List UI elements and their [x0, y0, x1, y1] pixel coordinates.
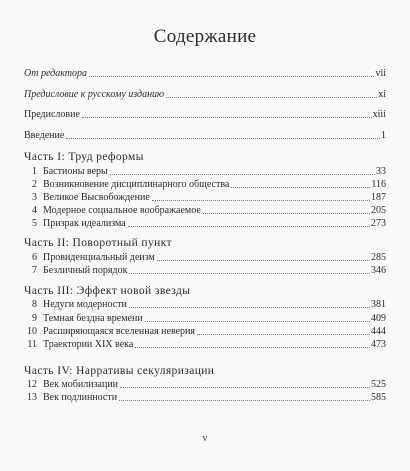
toc-entry-editor	[24, 66, 386, 80]
chapter-page: 473	[371, 339, 386, 350]
toc-entry-introduction	[24, 128, 386, 142]
chapter-title: Безличный порядок	[43, 265, 128, 276]
chapter-title: Великое Высвобождение	[43, 192, 150, 203]
toc-entry-label: Введение	[24, 130, 65, 141]
chapter-row	[24, 203, 386, 217]
toc-entry-label: От редактора	[24, 68, 87, 79]
leader-dots	[197, 334, 370, 335]
chapter-page: 444	[371, 326, 386, 337]
leader-dots	[89, 76, 374, 77]
chapter-page: 346	[371, 265, 386, 276]
chapter-title: Провиденциальный деизм	[43, 252, 155, 263]
toc-entry-page: xiii	[372, 109, 386, 120]
chapter-title: Модерное социальное воображаемое	[43, 205, 201, 216]
leader-dots	[135, 347, 370, 348]
chapter-number: 2	[32, 179, 37, 190]
leader-dots	[128, 226, 370, 227]
chapter-page: 409	[371, 313, 386, 324]
chapter-number: 11	[27, 339, 37, 350]
chapter-title: Призрак идеализма	[43, 218, 126, 229]
chapter-row	[24, 164, 386, 178]
chapter-number: 1	[32, 166, 37, 177]
part-heading-4: Часть IV: Нарративы секуляризации	[24, 365, 215, 377]
chapter-row	[24, 297, 386, 311]
chapter-page: 187	[371, 192, 386, 203]
chapter-number: 8	[32, 299, 37, 310]
chapter-number: 3	[32, 192, 37, 203]
chapter-row	[24, 250, 386, 264]
chapter-page: 33	[376, 166, 386, 177]
chapter-title: Недуги модерности	[43, 299, 127, 310]
part-heading-1: Часть I: Труд реформы	[24, 151, 144, 163]
chapter-title: Век подлинности	[43, 392, 118, 403]
part-heading-3: Часть III: Эффект новой звезды	[24, 285, 191, 297]
chapter-title: Возникновение дисциплинарного общества	[43, 179, 230, 190]
leader-dots	[129, 273, 370, 274]
chapter-row	[24, 337, 386, 351]
chapter-page: 381	[371, 299, 386, 310]
chapter-title: Бастионы веры	[43, 166, 108, 177]
chapter-title: Темная бездна времени	[43, 313, 143, 324]
leader-dots	[129, 307, 370, 308]
leader-dots	[145, 321, 370, 322]
chapter-number: 10	[27, 326, 37, 337]
chapter-number: 9	[32, 313, 37, 324]
chapter-number: 12	[27, 379, 37, 390]
chapter-row	[24, 324, 386, 338]
leader-dots	[152, 200, 370, 201]
part-heading-2: Часть II: Поворотный пункт	[24, 237, 172, 249]
leader-dots	[82, 117, 372, 118]
chapter-number: 13	[27, 392, 37, 403]
toc-entry-label: Предисловие	[24, 109, 80, 120]
toc-entry-preface	[24, 107, 386, 121]
chapter-page: 116	[371, 179, 386, 190]
chapter-page: 273	[371, 218, 386, 229]
chapter-title: Расширяющаяся вселенная неверия	[43, 326, 196, 337]
chapter-title: Век мобилизации	[43, 379, 119, 390]
chapter-number: 4	[32, 205, 37, 216]
toc-entry-page: 1	[381, 130, 386, 141]
chapter-row	[24, 216, 386, 230]
leader-dots	[166, 97, 377, 98]
chapter-row	[24, 377, 386, 391]
chapter-row	[24, 390, 386, 404]
chapter-row	[24, 263, 386, 277]
page-number-footer: v	[202, 433, 208, 444]
toc-entry-label: Предисловие к русскому изданию	[24, 89, 165, 100]
chapter-page: 525	[371, 379, 386, 390]
chapter-number: 7	[32, 265, 37, 276]
chapter-row	[24, 190, 386, 204]
chapter-row	[24, 311, 386, 325]
leader-dots	[157, 260, 370, 261]
chapter-number: 6	[32, 252, 37, 263]
leader-dots	[203, 213, 370, 214]
leader-dots	[231, 187, 370, 188]
page-title: Содержание	[153, 26, 257, 47]
toc-entry-page: xi	[378, 89, 386, 100]
leader-dots	[120, 387, 370, 388]
chapter-page: 205	[371, 205, 386, 216]
chapter-page: 285	[371, 252, 386, 263]
leader-dots	[119, 400, 370, 401]
chapter-row	[24, 177, 386, 191]
toc-entry-page: vii	[375, 68, 386, 79]
toc-entry-russian-preface	[24, 87, 386, 101]
chapter-page: 585	[371, 392, 386, 403]
chapter-number: 5	[32, 218, 37, 229]
leader-dots	[66, 138, 380, 139]
chapter-title: Траектории XIX века	[43, 339, 134, 350]
leader-dots	[110, 174, 375, 175]
